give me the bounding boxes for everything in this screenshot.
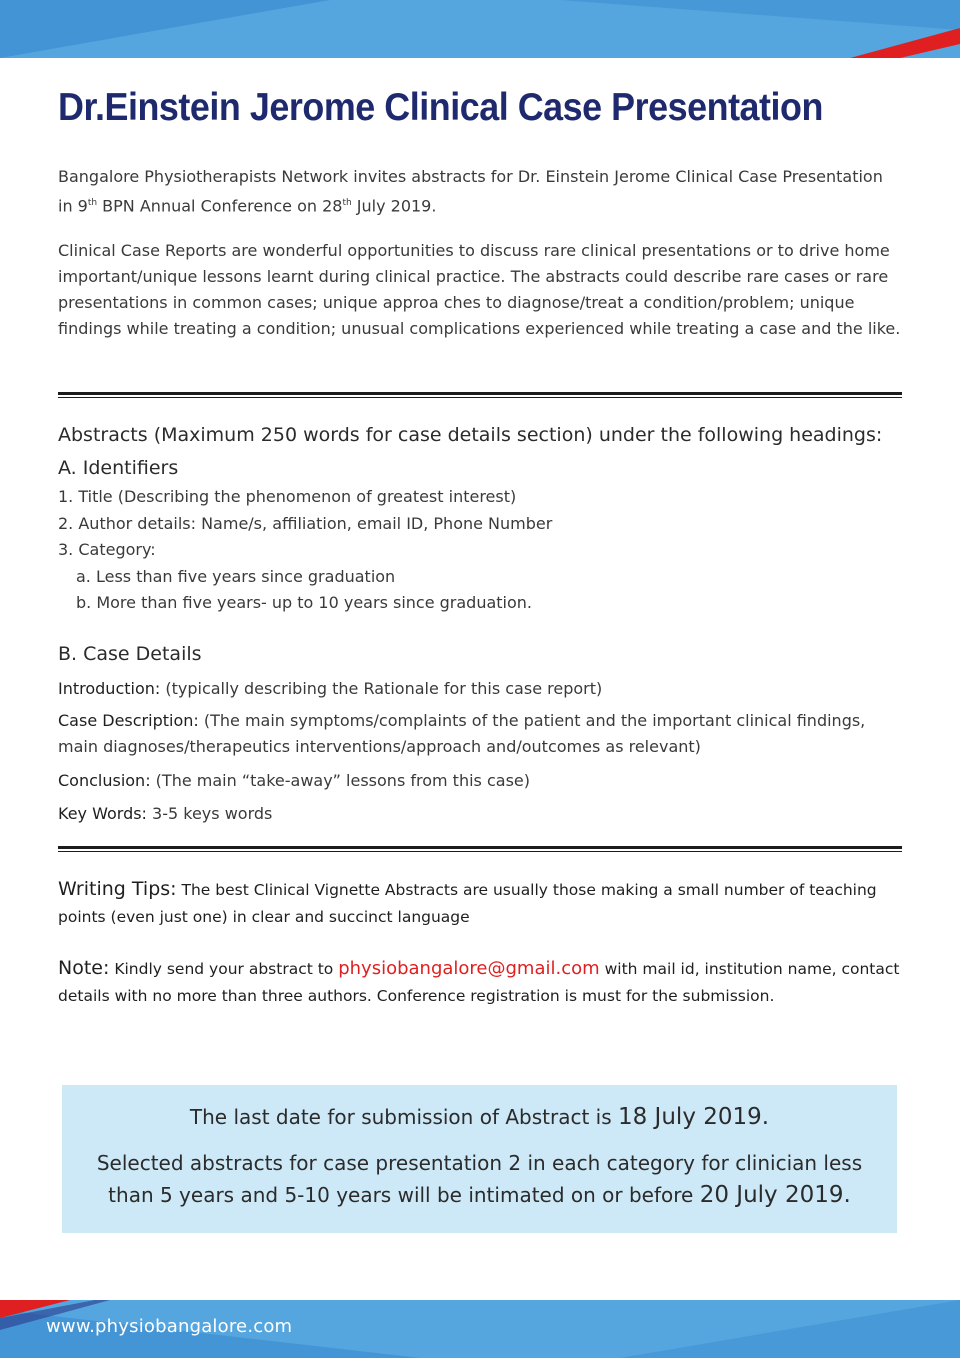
submission-note: Note: Kindly send your abstract to physiobangalore@gmail.com with mail id, institution name, contact details with no more than three authors. Conference registration is must for the submission. [58,957,900,1005]
list-item: 2. Author details: Name/s, affiliation, email ID, Phone Number [58,514,553,533]
detail-key-words: Key Words: 3-5 keys words [58,804,273,823]
list-item: 1. Title (Describing the phenomenon of greatest interest) [58,487,517,506]
detail-introduction: Introduction: (typically describing the Rationale for this case report) [58,679,603,698]
sub-list-item: b. More than five years- up to 10 years since graduation. [76,593,533,612]
intimation-line: than 5 years and 5-10 years will be intimated on or before 20 July 2019. [108,1182,851,1208]
intro-line-1: Bangalore Physiotherapists Network invites abstracts for Dr. Einstein Jerome Clinical Case Presentation [58,167,883,186]
header-band [0,0,960,58]
detail-case-description: Case Description: (The main symptoms/complaints of the patient and the important clinical findings, main diagnoses/therapeutics interventions/approach and/outcomes as relevant) [58,711,866,756]
intro-paragraph-2: Clinical Case Reports are wonderful opportunities to discuss rare clinical presentations or to drive home important/unique lessons learnt during clinical practice. The abstracts could describe rare cases or rare presentations in common cases; unique approa ches to diagnose/treat a condition/problem; unique findings while treating a condition; unusual complications experienced while treating a case and the like. [58,241,901,338]
detail-conclusion: Conclusion: (The main “take-away” lessons from this case) [58,771,530,790]
section-b-heading: B. Case Details [58,643,202,665]
section-a-heading: A. Identifiers [58,457,179,479]
page-title: Dr.Einstein Jerome Clinical Case Presentation [58,86,823,129]
list-item: 3. Category: [58,540,156,559]
deadline-line: The last date for submission of Abstract is 18 July 2019. [189,1104,770,1130]
writing-tips: Writing Tips: The best Clinical Vignette Abstracts are usually those making a small number of teaching points (even just one) in clear and succinct language [58,878,877,926]
footer-url-link[interactable]: www.physiobangalore.com [46,1316,293,1337]
email-link[interactable]: physiobangalore@gmail.com [338,958,600,979]
sub-list-item: a. Less than five years since graduation [76,567,396,586]
divider [58,846,902,853]
divider [58,392,902,399]
deadline-box [62,1085,897,1233]
intimation-line: Selected abstracts for case presentation 2 in each category for clinician less [96,1151,863,1175]
abstracts-heading: Abstracts (Maximum 250 words for case details section) under the following headings: [58,424,883,446]
intro-paragraph-1: Bangalore Physiotherapists Network invites abstracts for Dr. Einstein Jerome Clinical Case Presentation in 9th BPN Annual Conference on 28th July 2019. [58,167,883,216]
